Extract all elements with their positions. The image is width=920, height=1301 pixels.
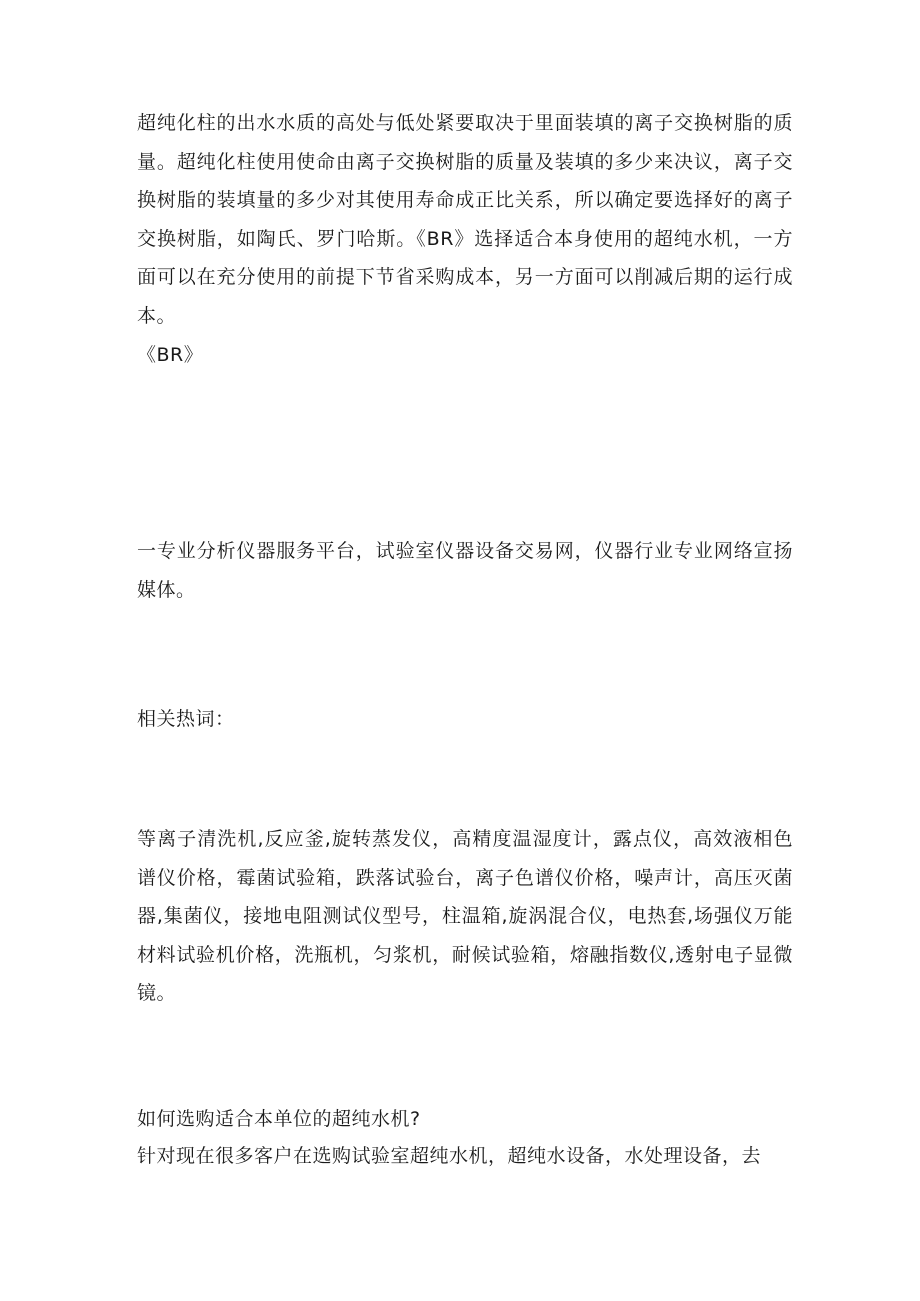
- paragraph-buying-guide: 针对现在很多客户在选购试验室超纯水机，超纯水设备，水处理设备，去: [137, 1145, 762, 1167]
- paragraph-hot-words: 等离子清洗机,反应釜,旋转蒸发仪，高精度温湿度计，露点仪，高效液相色谱仪价格，霉菌试验箱，跌落试验台，离子色谱仪价格，噪声计，高压灭菌器,集菌仪，接地电阻测试仪型号，柱温箱,旋涡混合仪，电热套,场强仪万能材料试验机价格，洗瓶机，匀浆机，耐候试验箱，熔融指数仪,透射电子显微镜。: [137, 828, 793, 1004]
- paragraph-ultrapure-column: 超纯化柱的出水水质的高处与低处紧要取决于里面装填的离子交换树脂的质量。超纯化柱使用使命由离子交换树脂的质量及装填的多少来决议，离子交换树脂的装填量的多少对其使用寿命成正比关系，所以确定要选择好的离子交换树脂，如陶氏、罗门哈斯。《BR》选择适合本身使用的超纯水机，一方面可以在充分使用的前提下节省采购成本，另一方面可以削减后期的运行成本。: [137, 112, 793, 327]
- br-marker: 《BR》: [137, 344, 204, 366]
- paragraph-platform-intro: 一专业分析仪器服务平台，试验室仪器设备交易网，仪器行业专业网络宣扬媒体。: [137, 540, 793, 601]
- hot-words-heading: 相关热词：: [137, 708, 235, 730]
- question-heading: 如何选购适合本单位的超纯水机?: [137, 1108, 421, 1130]
